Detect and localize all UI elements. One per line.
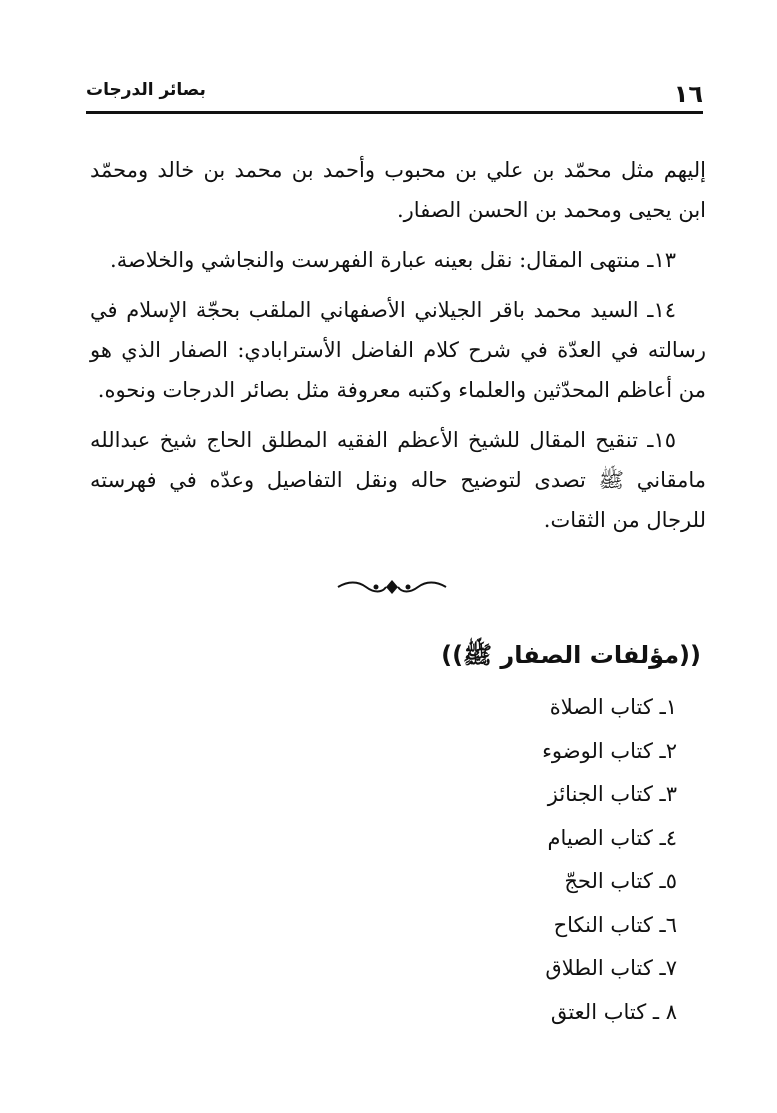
main-text xyxy=(90,150,706,550)
paragraph-item-14: ١٤ـ السيد محمد باقر الجيلاني الأصفهاني الملقب بحجّة الإسلام في رسالته في العدّة في شرح كلام الفاضل الأسترابادي: الصفار الذي هو من أعاظم المحدّثين والعلماء وكتبه معروفة مثل بصائر الدرجات ونحوه. xyxy=(90,298,706,402)
section-title: ((مؤلفات الصفار ﷺ)) xyxy=(441,641,701,669)
list-item: ٦ـ كتاب النكاح xyxy=(553,912,677,937)
paragraph-continuation: إليهم مثل محمّد بن علي بن محبوب وأحمد بن محمد بن خالد ومحمّد ابن يحيى ومحمد بن الحسن الصفار. xyxy=(90,158,706,222)
running-title: بصائر الدرجات xyxy=(86,80,206,100)
header-rule xyxy=(86,111,703,114)
list-item: ٣ـ كتاب الجنائز xyxy=(547,782,677,806)
list-item: ٤ـ كتاب الصيام xyxy=(547,825,677,850)
divider-ornament-icon xyxy=(336,578,448,596)
list-item: ٥ـ كتاب الحجّ xyxy=(564,869,677,893)
paragraph-item-13: ١٣ـ منتهى المقال: نقل بعينه عبارة الفهرست والنجاشي والخلاصة. xyxy=(110,248,676,272)
list-item: ٧ـ كتاب الطلاق xyxy=(545,956,677,980)
list-item: ٢ـ كتاب الوضوء xyxy=(542,738,677,763)
paragraph-item-15: ١٥ـ تنقيح المقال للشيخ الأعظم الفقيه المطلق الحاج شيخ عبدالله مامقاني ﷺ تصدى لتوضيح حاله ونقل التفاصيل وعدّه في فهرسته للرجال من الثقات. xyxy=(90,428,706,532)
page-header xyxy=(86,74,703,114)
works-list xyxy=(377,686,677,1034)
list-item: ٨ ـ كتاب العتق xyxy=(550,999,677,1024)
page-number: ١٦ xyxy=(673,80,703,108)
list-item: ١ـ كتاب الصلاة xyxy=(549,695,677,719)
